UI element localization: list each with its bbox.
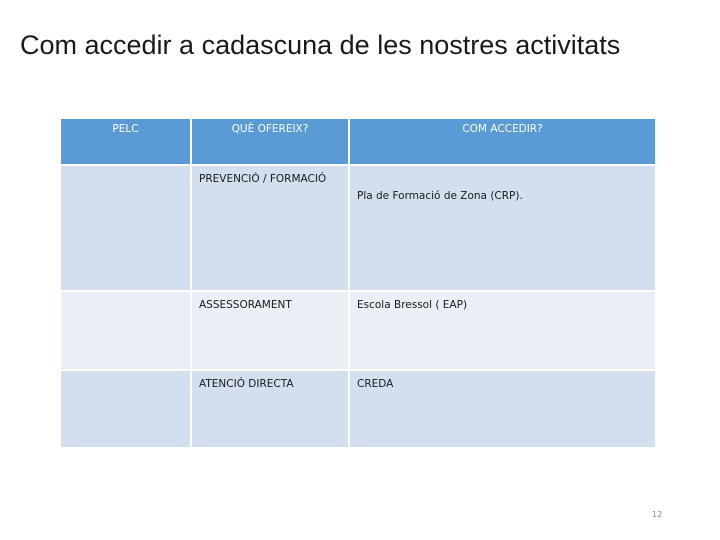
cell-pelc [60, 165, 191, 291]
header-offer: QUÈ OFEREIX? [191, 118, 349, 165]
table-header-row [60, 118, 656, 165]
cell-offer: ATENCIÓ DIRECTA [191, 370, 349, 448]
slide-title: Com accedir a cadascuna de les nostres activitats [20, 30, 621, 60]
header-access: COM ACCEDIR? [349, 118, 656, 165]
table-row [60, 370, 656, 448]
cell-access: Pla de Formació de Zona (CRP). [349, 165, 656, 291]
cell-access: Escola Bressol ( EAP) [349, 291, 656, 370]
cell-pelc [60, 291, 191, 370]
cell-pelc [60, 370, 191, 448]
page-number: 12 [652, 510, 663, 519]
cell-access: CREDA [349, 370, 656, 448]
cell-offer: ASSESSORAMENT [191, 291, 349, 370]
cell-offer: PREVENCIÓ / FORMACIÓ [191, 165, 349, 291]
header-pelc: PELC [60, 118, 191, 165]
activities-table [59, 117, 657, 449]
table-row [60, 165, 656, 291]
table-row [60, 291, 656, 370]
